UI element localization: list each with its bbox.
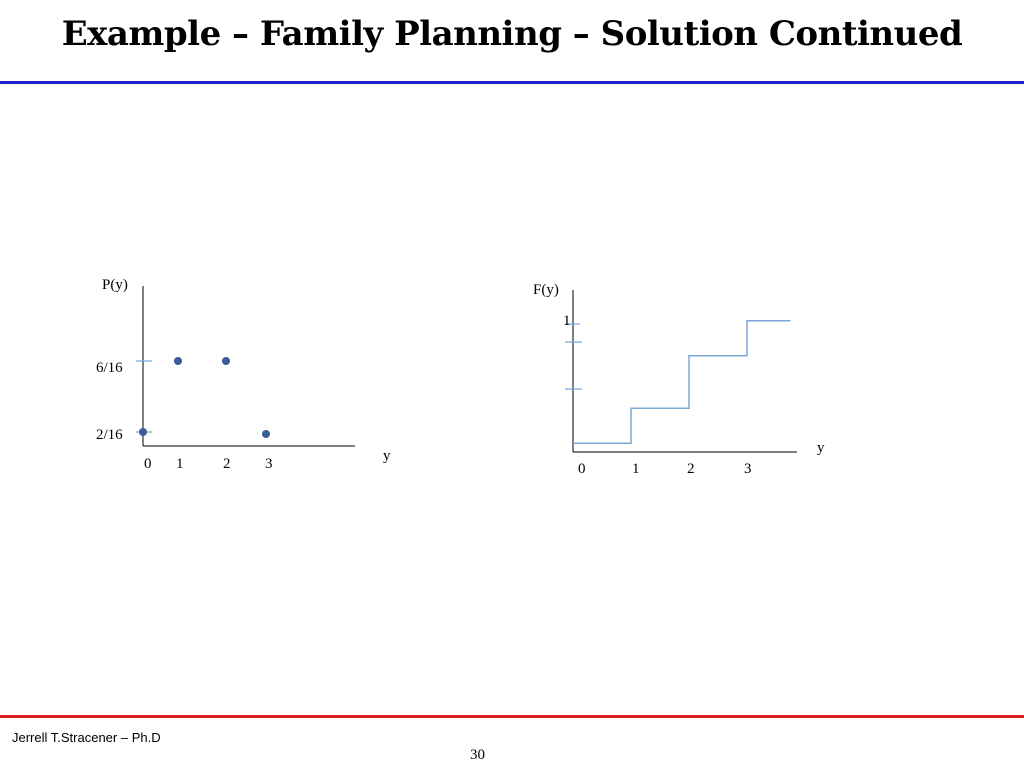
cdf-y-label: F(y) [533, 282, 559, 298]
pmf-x-tick-3: 3 [265, 456, 273, 472]
pmf-point-0 [139, 428, 147, 436]
pmf-x-label: y [383, 448, 391, 464]
slide-title: Example – Family Planning – Solution Continued [61, 14, 963, 54]
pmf-point-1 [174, 357, 182, 365]
page-number: 30 [470, 747, 485, 763]
cdf-y-tick-label-1: 1 [563, 313, 571, 329]
pmf-y-tick-label-6-16: 6/16 [96, 360, 123, 376]
cdf-step-line [573, 321, 791, 444]
pmf-x-tick-0: 0 [144, 456, 152, 472]
cdf-x-label: y [817, 440, 825, 456]
cdf-x-tick-3: 3 [744, 461, 752, 477]
footer-divider [0, 715, 1024, 718]
cdf-x-tick-1: 1 [632, 461, 640, 477]
pmf-chart [96, 277, 391, 472]
pmf-point-3 [262, 430, 270, 438]
cdf-chart [533, 282, 825, 477]
pmf-x-tick-2: 2 [223, 456, 231, 472]
footer-author: Jerrell T.Stracener – Ph.D [12, 730, 161, 745]
pmf-point-2 [222, 357, 230, 365]
cdf-x-tick-0: 0 [578, 461, 586, 477]
pmf-x-tick-1: 1 [176, 456, 184, 472]
pmf-y-tick-label-2-16: 2/16 [96, 427, 123, 443]
pmf-y-label: P(y) [102, 277, 128, 293]
cdf-x-tick-2: 2 [687, 461, 695, 477]
